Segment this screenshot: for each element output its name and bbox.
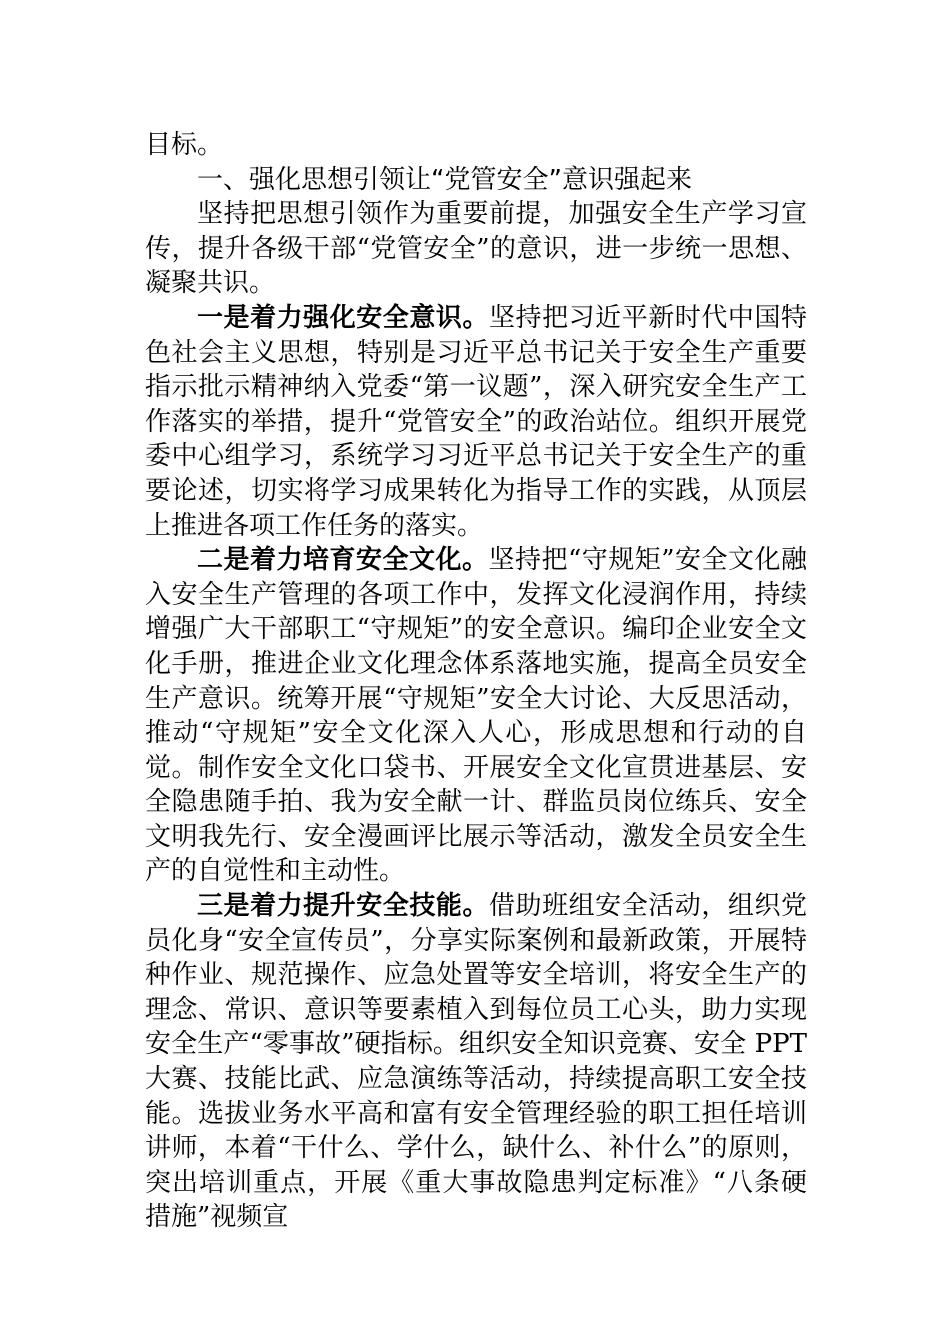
intro-paragraph: 坚持把思想引领作为重要前提，加强安全生产学习宣传，提升各级干部“党管安全”的意识，进一步统一思想、凝聚共识。 [145, 199, 807, 299]
section-heading: 一、强化思想引领让“党管安全”意识强起来 [197, 164, 692, 195]
paragraph-body-2: 坚持把“守规矩”安全文化融入安全生产管理的各项工作中，发挥文化浸润作用，持续增强广大干部职工“守规矩”的安全意识。编印企业安全文化手册，推进企业文化理念体系落地实施，提高全员安全生产意识。统筹开展“守规矩”安全大讨论、大反思活动，推动“守规矩”安全文化深入人心，形成思想和行动的自觉。制作安全文化口袋书、开展安全文化宣贯进基层、安全隐患随手拍、我为安全献一计、群监员岗位练兵、安全文明我先行、安全漫画评比展示等活动，激发全员安全生产的自觉性和主动性。 [145, 545, 807, 887]
continuation-text: 目标。 [145, 130, 224, 160]
paragraph-body-1: 坚持把习近平新时代中国特色社会主义思想，特别是习近平总书记关于安全生产重要指示批示精神纳入党委“第一议题”，深入研究安全生产工作落实的举措，提升“党管安全”的政治站位。组织开展党委中心组学习，系统学习习近平总书记关于安全生产的重要论述，切实将学习成果转化为指导工作的实践，从顶层上推进各项工作任务的落实。 [145, 302, 807, 541]
paragraph-item-3 [145, 889, 807, 1235]
document-page [145, 128, 807, 1235]
paragraph-lead-3: 三是着力提升安全技能。 [197, 891, 489, 922]
paragraph-item-1 [145, 301, 807, 543]
paragraph-lead-2: 二是着力培育安全文化。 [197, 545, 489, 576]
paragraph-lead-1: 一是着力强化安全意识。 [197, 302, 489, 333]
paragraph-body-3: 借助班组安全活动，组织党员化身“安全宣传员”，分享实际案例和最新政策，开展特种作业、规范操作、应急处置等安全培训，将安全生产的理念、常识、意识等要素植入到每位员工心头，助力实现安全生产“零事故”硬指标。组织安全知识竞赛、安全 PPT 大赛、技能比武、应急演练等活动，持续提高职工安全技能。选拔业务水平高和富有安全管理经验的职工担任培训讲师，本着“干什么、学什么，缺什么、补什么”的原则，突出培训重点，开展《重大事故隐患判定标准》“八条硬措施”视频宣 [145, 891, 807, 1233]
paragraph-item-2 [145, 543, 807, 889]
